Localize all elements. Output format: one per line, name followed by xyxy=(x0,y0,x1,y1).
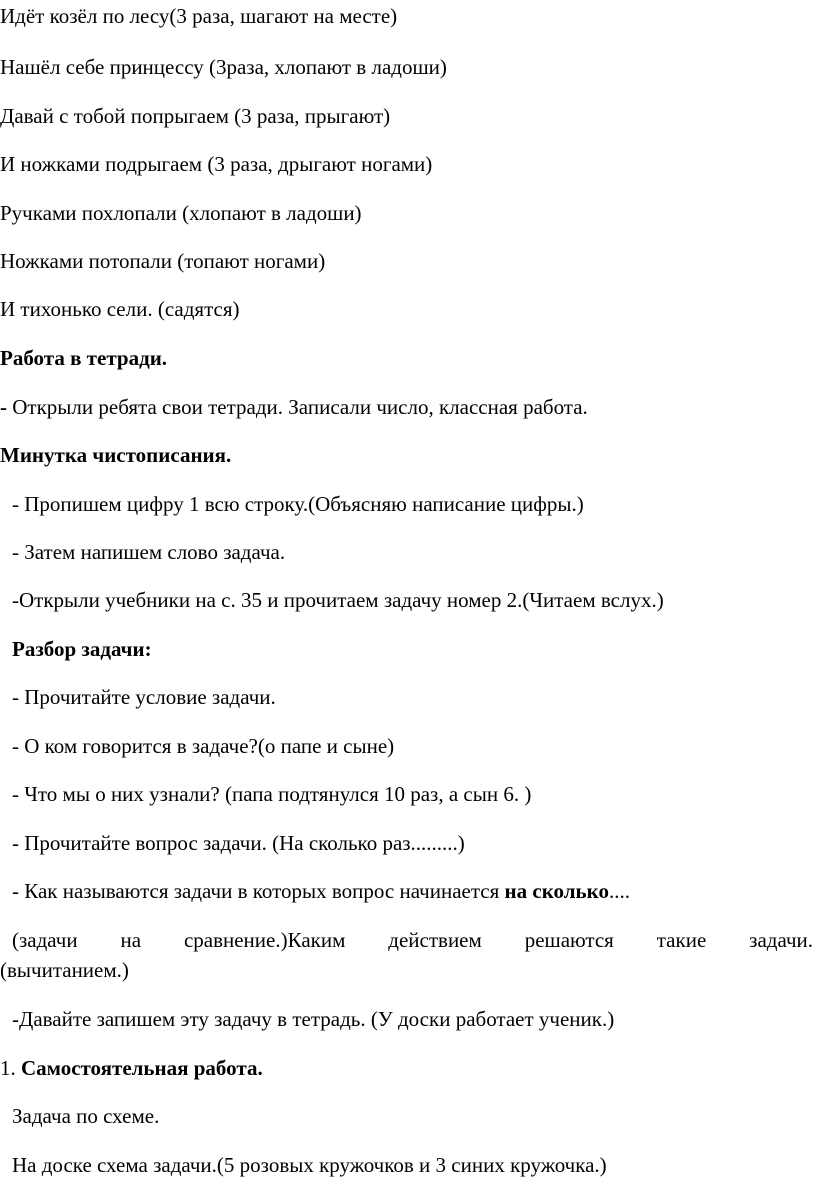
heading-problem-analysis: Разбор задачи: xyxy=(12,637,152,661)
poem-line-6: Ножками потопали (топают ногами) xyxy=(0,249,326,273)
analysis-line-5-end: .... xyxy=(608,879,630,903)
notebook-text: Открыли ребята свои тетради. Записали число, классная работа. xyxy=(12,395,588,419)
analysis-line-7: -Давайте запишем эту задачу в тетрадь. (У доски работает ученик.) xyxy=(12,1007,615,1031)
poem-line-1: Идёт козёл по лесу(3 раза, шагают на месте) xyxy=(0,4,398,28)
independent-work-number: 1. xyxy=(0,1056,21,1080)
analysis-line-6: (задачи на сравнение.)Каким действием решаются такие задачи. xyxy=(12,928,813,952)
poem-line-7: И тихонько сели. (садятся) xyxy=(0,297,240,321)
analysis-line-4: - Прочитайте вопрос задачи. (На сколько раз.........) xyxy=(12,831,465,855)
poem-line-5: Ручками похлопали (хлопают в ладоши) xyxy=(0,201,362,225)
heading-notebook-work: Работа в тетради. xyxy=(0,346,168,370)
independent-work-heading xyxy=(0,1056,263,1080)
heading-penmanship: Минутка чистописания. xyxy=(0,443,232,467)
analysis-line-5-bold: на сколько xyxy=(504,879,609,903)
notebook-dash: - xyxy=(0,395,13,419)
independent-line-2: На доске схема задачи.(5 розовых кружочков и 3 синих кружочка.) xyxy=(12,1153,607,1177)
poem-line-2: Нашёл себе принцессу (3раза, хлопают в ладоши) xyxy=(0,55,447,79)
penmanship-line-1: - Пропишем цифру 1 всю строку.(Объясняю написание цифры.) xyxy=(12,492,584,516)
independent-work-title: Самостоятельная работа. xyxy=(21,1056,263,1080)
analysis-line-3: - Что мы о них узнали? (папа подтянулся 10 раз, а сын 6. ) xyxy=(12,782,532,806)
notebook-instruction xyxy=(0,395,588,419)
analysis-line-2: - О ком говорится в задаче?(о папе и сыне) xyxy=(12,734,395,758)
analysis-line-5-start: - Как называются задачи в которых вопрос начинается xyxy=(12,879,505,903)
analysis-line-1: - Прочитайте условие задачи. xyxy=(12,685,276,709)
independent-line-1: Задача по схеме. xyxy=(12,1104,160,1128)
analysis-line-5 xyxy=(12,879,630,903)
poem-line-4: И ножками подрыгаем (3 раза, дрыгают ногами) xyxy=(0,152,433,176)
analysis-line-6-cont: (вычитанием.) xyxy=(0,958,129,982)
penmanship-line-3: -Открыли учебники на с. 35 и прочитаем задачу номер 2.(Читаем вслух.) xyxy=(12,588,664,612)
penmanship-line-2: - Затем напишем слово задача. xyxy=(12,540,286,564)
poem-line-3: Давай с тобой попрыгаем (3 раза, прыгают) xyxy=(0,104,391,128)
